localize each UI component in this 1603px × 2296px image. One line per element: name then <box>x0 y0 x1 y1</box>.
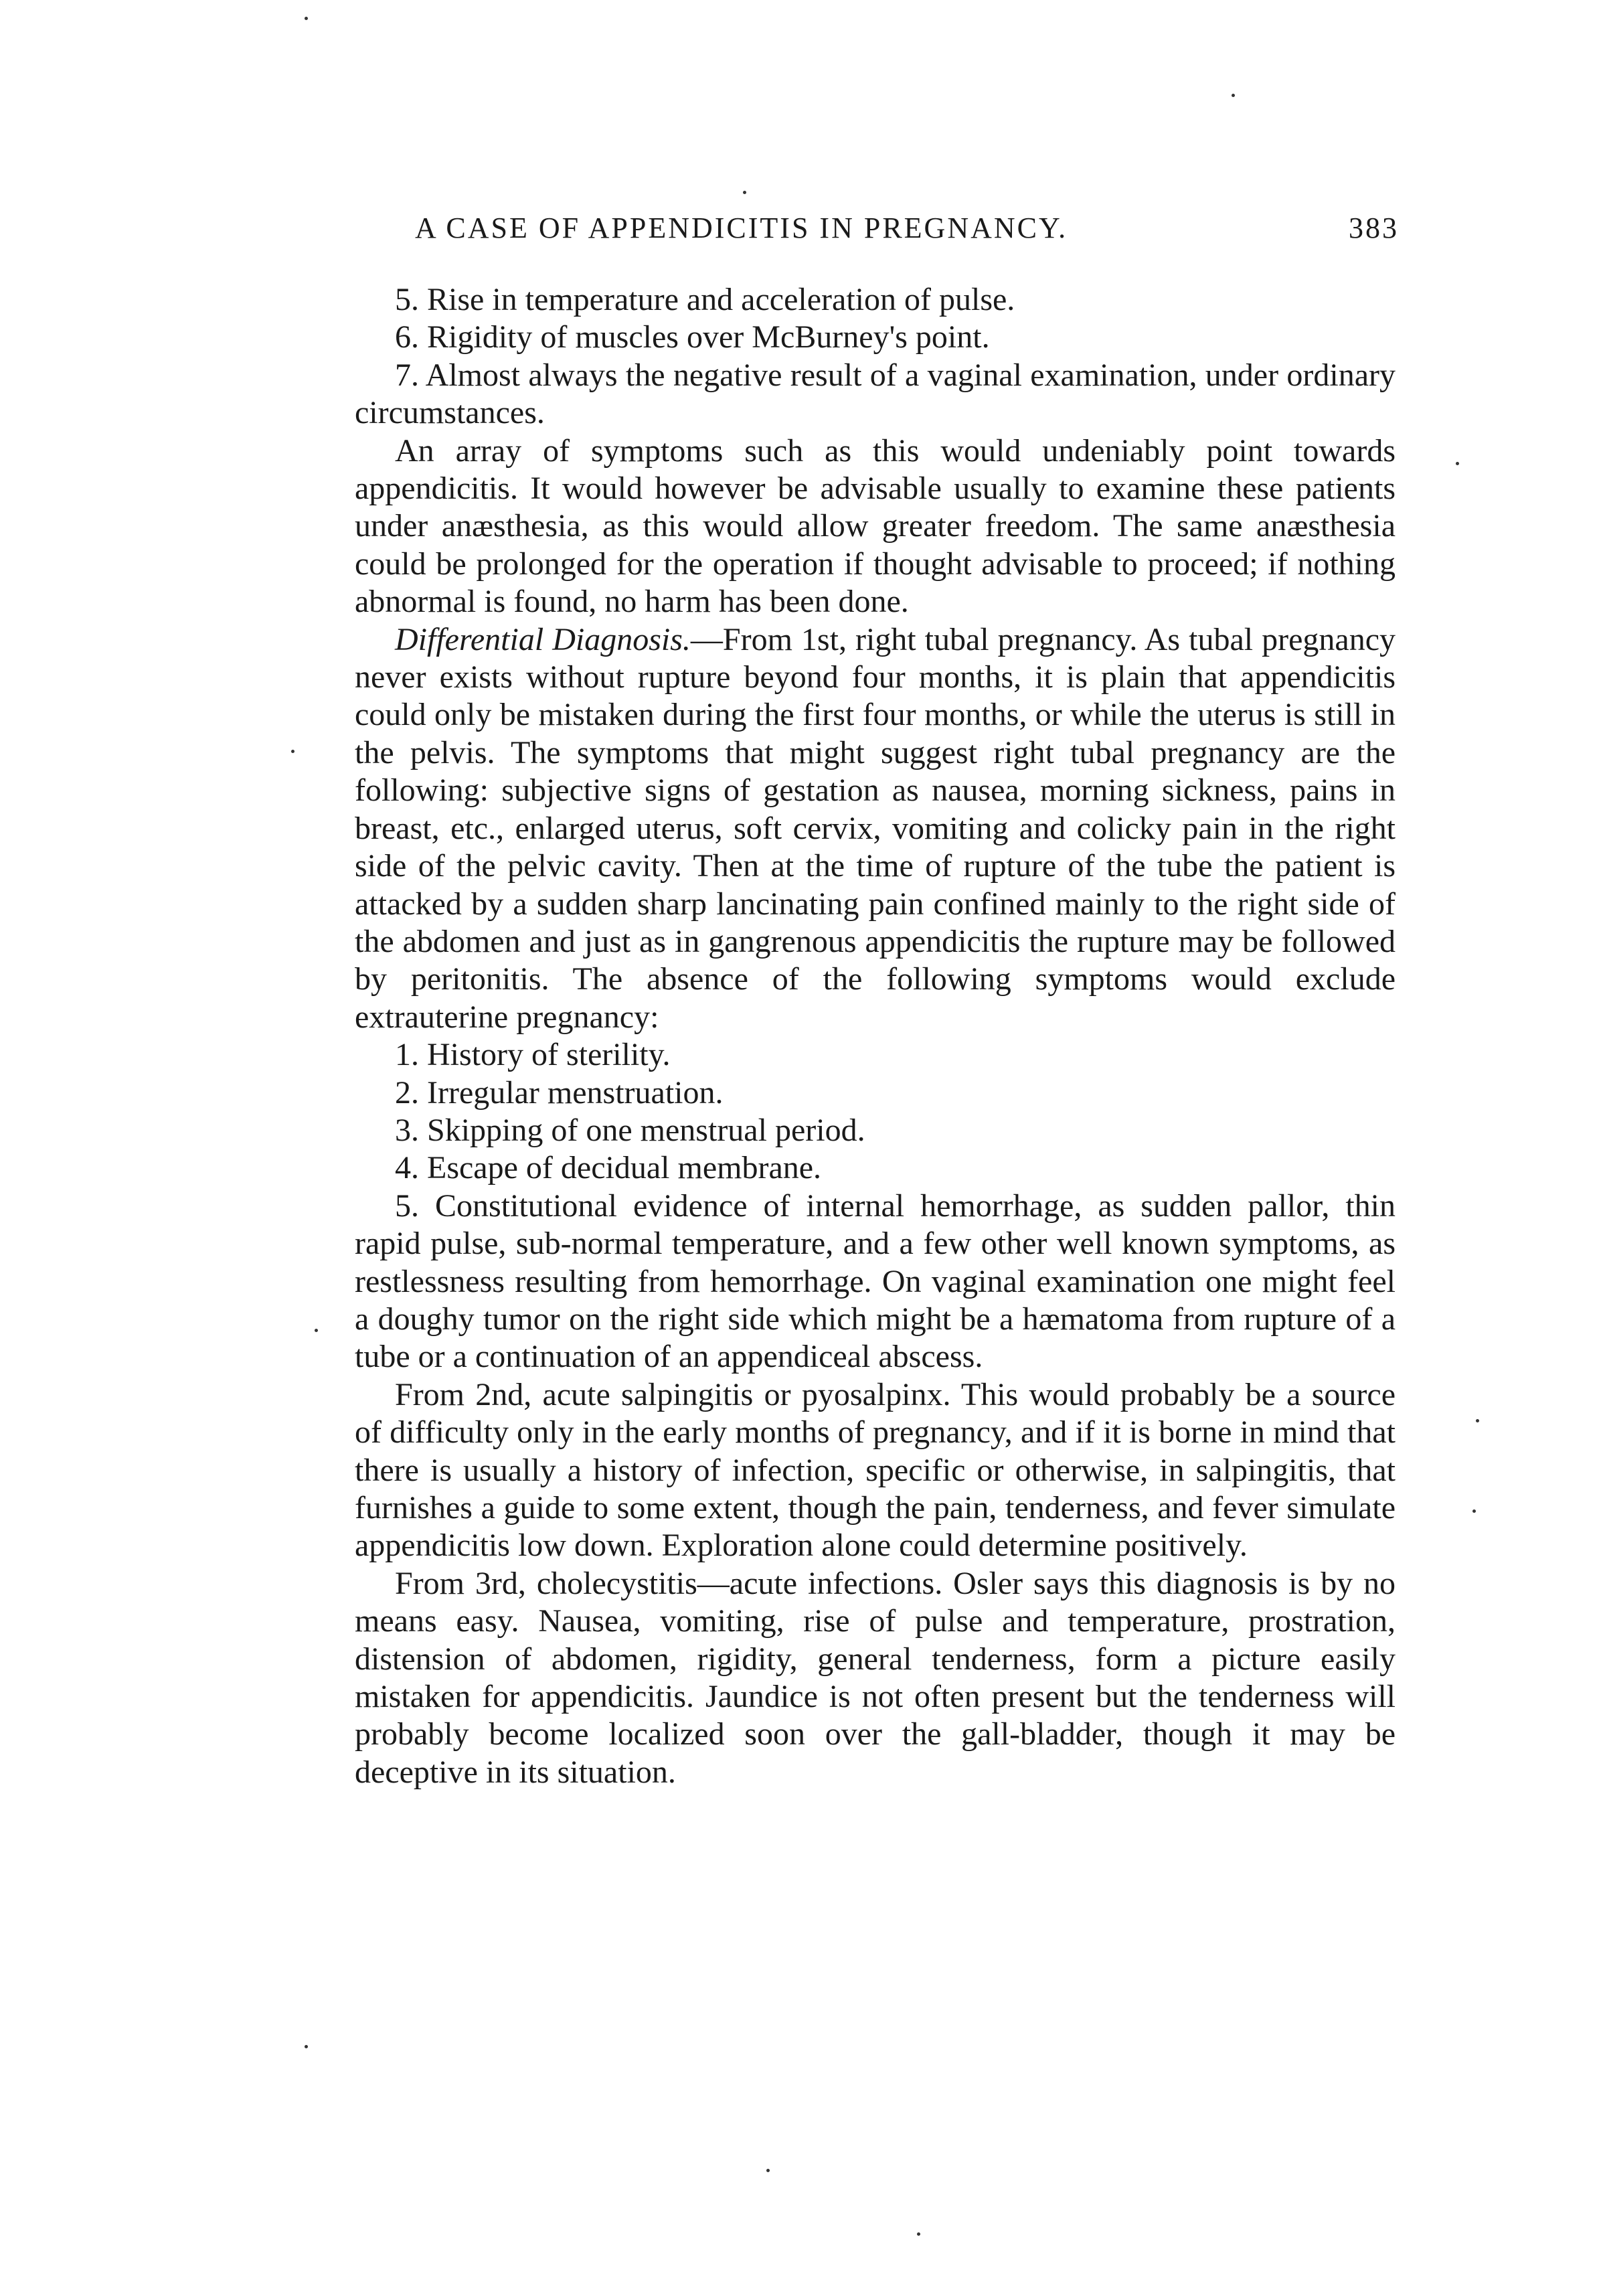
scan-speck <box>1476 1419 1479 1422</box>
exclusion-item: 4. Escape of decidual membrane. <box>395 1150 822 1186</box>
body-text <box>355 281 1396 1791</box>
scan-speck <box>917 2232 920 2236</box>
symptom-item: 6. Rigidity of muscles over McBurney's point. <box>395 319 990 355</box>
page-number: 383 <box>1349 212 1399 244</box>
salpingitis-paragraph: From 2nd, acute salpingitis or pyosalpinx. This would probably be a source of difficulty only in the early months of pregnancy, and if it is borne in mind that there is usually a history of infection, specific or otherwise, in salpingitis, that furnishes a guide to some extent, though the pain, tenderness, and fever simulate appendicitis low down. Exploration alone could determine positively. <box>355 1376 1396 1564</box>
exclusion-item: 3. Skipping of one menstrual period. <box>395 1112 865 1148</box>
differential-diagnosis-text: —From 1st, right tubal pregnancy. As tubal pregnancy never exists without rupture beyond four months, it is plain that appendicitis could only be mistaken during the first four months, or while the uterus is still in the pelvis. The symptoms that might suggest right tubal pregnancy are the following: subjective signs of gestation as nausea, morning sickness, pains in breast, etc., enlarged uterus, soft cervix, vomiting and colicky pain in the right side of the pelvic cavity. Then at the time of rupture of the tube the patient is attacked by a sudden sharp lancinating pain confined mainly to the right side of the abdomen and just as in gangrenous appendicitis the rupture may be followed by peritonitis. The absence of the following symptoms would exclude extrauterine pregnancy: <box>355 621 1396 1035</box>
symptom-item: 5. Rise in temperature and acceleration of pulse. <box>395 282 1015 317</box>
scan-speck <box>305 2045 308 2048</box>
scan-speck <box>305 17 308 20</box>
cholecystitis-paragraph: From 3rd, cholecystitis—acute infections. Osler says this diagnosis is by no means easy. Nausea, vomiting, rise of pulse and temperature, prostration, distension of abdomen, rigidity, general tenderness, form a picture easily mistaken for appendicitis. Jaundice is not often present but the tenderness will probably become localized soon over the gall-bladder, though it may be deceptive in its situation. <box>355 1565 1396 1790</box>
scan-speck <box>743 191 746 194</box>
differential-diagnosis-heading: Differential Diagnosis. <box>395 621 691 657</box>
running-title: A CASE OF APPENDICITIS IN PREGNANCY. <box>415 212 1068 244</box>
scan-speck <box>1472 1509 1476 1513</box>
scan-speck <box>315 1329 318 1332</box>
symptom-item: 7. Almost always the negative result of a vaginal examination, under ordinary circumstances. <box>355 357 1396 431</box>
exclusion-item: 1. History of sterility. <box>395 1037 671 1073</box>
exclusion-item: 5. Constitutional evidence of internal hemorrhage, as sudden pallor, thin rapid pulse, sub-normal temperature, and a few other well known symptoms, as restlessness resulting from hemorrhage. On vaginal examination one might feel a doughy tumor on the right side which might be a hæmatoma from rupture of a tube or a continuation of an appendiceal abscess. <box>355 1187 1396 1375</box>
scan-speck <box>766 2169 770 2172</box>
scan-speck <box>1456 462 1459 465</box>
differential-diagnosis-paragraph <box>355 621 1396 1036</box>
summary-paragraph: An array of symptoms such as this would undeniably point towards appendicitis. It would however be advisable usually to examine these patients under anæsthesia, as this would allow greater freedom. The same anæsthesia could be prolonged for the operation if thought advisable to proceed; if nothing abnormal is found, no harm has been done. <box>355 432 1396 620</box>
exclusion-item: 2. Irregular menstruation. <box>395 1074 724 1111</box>
scan-speck <box>291 750 294 753</box>
page-header <box>415 211 1399 258</box>
scan-speck <box>1232 94 1235 97</box>
